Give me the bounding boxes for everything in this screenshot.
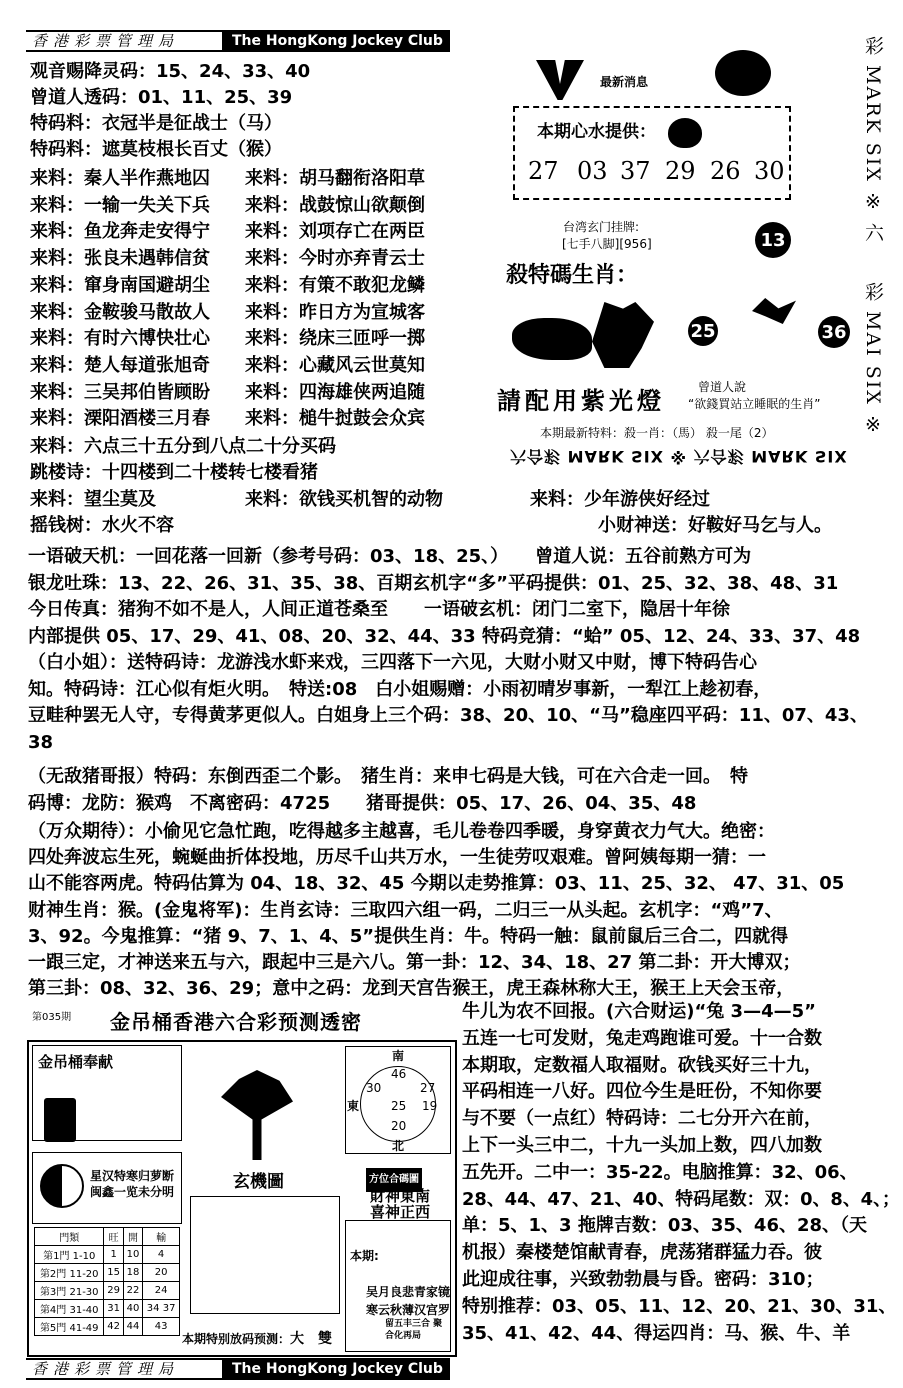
- text-line: 银龙吐珠：13、22、26、31、35、38、百期玄机字“多”平码提供：01、25、32、38、48、31: [28, 572, 839, 594]
- text-line: 码博：龙防：猴鸡 不离密码：4725 猪哥提供：05、17、26、04、35、48: [28, 792, 697, 814]
- laiyao-item: 来料：槌牛挝鼓会众宾: [245, 408, 425, 430]
- text-line: 五连一七可发财，兔走鸡跑谁可爱。十一合数: [462, 1027, 822, 1049]
- v-logo-icon: [536, 60, 584, 100]
- text-line: （白小姐）：送特码诗：龙游浅水虾来戏，三四落下一六见，大财小财又中财，博下特码告心: [28, 652, 757, 673]
- table-cell: 第1門 1-10: [35, 1246, 104, 1264]
- presenter: 金吊桶奉献: [38, 1053, 114, 1071]
- chart-lines-box: [190, 1196, 340, 1314]
- footer-bar: [26, 1358, 450, 1380]
- table-cell: 第3門 21-30: [35, 1282, 104, 1300]
- zeng-quote: “欲錢買站立睡眠的生肖”: [688, 397, 821, 411]
- circle-13: 13: [755, 222, 791, 258]
- text-line: （万众期待）：小偷见它急忙跑，吃得越多主越喜，毛儿卷卷四季暖，身穿黄衣力气大。绝密：: [28, 821, 775, 842]
- text-line: 山不能容两虎。特码估算为 04、18、32、45 今期以走势推算：03、11、25、32、 47、31、05: [28, 873, 845, 895]
- text-line: 财神生肖：猴。(金鬼将军)：生肖玄诗：三取四六组一码，二归三一从头起。玄机字：“鸡”7、: [28, 899, 783, 921]
- table-cell: 31: [104, 1300, 123, 1318]
- table-cell: 18: [123, 1264, 142, 1282]
- table-header-cell: 開: [123, 1228, 142, 1246]
- header-cn: 香港彩票管理局: [26, 30, 222, 52]
- heart-icon: [668, 118, 702, 148]
- laiyao-item: 来料：张良未遇韩信贫: [30, 248, 210, 270]
- table-cell: 10: [123, 1246, 142, 1264]
- table-row: [35, 1300, 180, 1318]
- table-cell: 22: [123, 1282, 142, 1300]
- table-cell: 4: [143, 1246, 180, 1264]
- poem-line: 吴月良悲青家镜: [366, 1285, 451, 1299]
- compass-number: 27: [420, 1081, 436, 1095]
- yinyang-icon: [40, 1164, 84, 1208]
- header-en: The HongKong Jockey Club: [222, 30, 450, 52]
- water-number: 27: [528, 157, 559, 185]
- compass-label: 南: [392, 1049, 405, 1063]
- top-line: 曾道人透码：01、11、25、39: [30, 87, 293, 108]
- text-line: 今日传真：猪狗不如不是人，人间正道苍桑至 一语破玄机：闭门二室下，隐居十年徐: [28, 599, 730, 620]
- taiwan-label: 台湾玄门挂牌:: [563, 220, 640, 234]
- lai-item: 来料：望尘莫及: [30, 489, 156, 510]
- this-issue: 本期:: [350, 1249, 379, 1263]
- laiyao-item: 来料：有策不敢犯龙鳞: [245, 274, 425, 296]
- compass-number: 25: [391, 1099, 407, 1113]
- laiyao-item: 来料：刘项存亡在两臣: [245, 221, 425, 243]
- circle-36: 36: [818, 316, 850, 348]
- laiyao-item: 来料：三吴邦伯皆顾盼: [30, 381, 210, 403]
- text-line: （无敌猪哥报）特码：东倒西歪二个影。 猪生肖：来申七码是大钱，可在六合走一回。 特: [28, 766, 748, 787]
- lai-item: 来料：少年游侠好经过: [530, 489, 710, 510]
- water-number: 30: [754, 157, 785, 185]
- table-cell: 第4門 31-40: [35, 1300, 104, 1318]
- laiyao-item: 来料：胡马翻衔洛阳草: [245, 168, 425, 189]
- lottery-logo-icon: [715, 50, 771, 96]
- footer-en: The HongKong Jockey Club: [222, 1358, 450, 1380]
- text-line: 知。特码诗：江心似有炬火明。 特送:08 白小姐赐赠：小雨初晴岁事新，一犁江上趁初春，: [28, 678, 772, 700]
- table-cell: 20: [143, 1264, 180, 1282]
- circle-25: 25: [688, 316, 718, 346]
- text-line: 特别推荐：03、05、11、12、20、21、30、31、: [462, 1295, 897, 1317]
- lai-item: 来料：欲钱买机智的动物: [245, 489, 443, 510]
- text-line: 牛儿为农不回报。(六合财运)“兔 3—4—5”: [462, 1001, 816, 1022]
- chart-title: 玄機圖: [233, 1172, 284, 1192]
- text-line: 本期取，定数福人取福财。砍钱买好三十九，: [462, 1054, 822, 1076]
- compass-number: 20: [391, 1119, 407, 1133]
- text-line: 五先开。二中一：35-22。电脑推算：32、06、: [462, 1161, 858, 1183]
- table-header: [35, 1228, 180, 1246]
- table-header-cell: 旺: [104, 1228, 123, 1246]
- latest-news: 最新消息: [600, 75, 649, 89]
- zeng-title: 曾道人說: [698, 380, 747, 394]
- ox-icon: [512, 318, 592, 360]
- laiyao-item: 来料：战鼓惊山欲颠倒: [245, 194, 425, 216]
- latest-special: 本期最新特料：殺一肖：（馬） 殺一尾（2）: [540, 426, 774, 440]
- laiyao-item: 来料：今时亦弃青云士: [245, 248, 425, 270]
- issue-label: 第035期: [32, 1012, 72, 1023]
- header-bar: [26, 30, 450, 52]
- laiyao-item: 来料：鱼龙奔走安得宁: [30, 221, 210, 243]
- bottom-note: 本期特别放码预测：: [182, 1332, 291, 1346]
- laiyao-item: 来料：溧阳酒楼三月春: [30, 408, 210, 430]
- yao-item: 摇钱树：水火不容: [30, 515, 174, 536]
- table-cell: 44: [123, 1318, 142, 1336]
- text-line: 35、41、42、44、得运四肖：马、猴、牛、羊: [462, 1322, 851, 1344]
- table-row: [35, 1246, 180, 1264]
- compass-number: 30: [366, 1081, 382, 1095]
- table-cell: 15: [104, 1264, 123, 1282]
- table-header-cell: 輸: [143, 1228, 180, 1246]
- laiyao-item: 来料：四海雄侠两追随: [245, 381, 425, 403]
- laiyao-item: 来料：秦人半作燕地囚: [30, 168, 210, 189]
- table-row: [35, 1318, 180, 1336]
- table-cell: 43: [143, 1318, 180, 1336]
- text-line: 第三卦：08、32、36、29；意中之码：龙到天宫告猴王，虎王森林称大王，猴王上天会玉帝，: [28, 978, 795, 1000]
- table-cell: 1: [104, 1246, 123, 1264]
- taiwan-code: [七手八脚][956]: [562, 237, 652, 251]
- laiyao-item: 来料：昨日方为宣城客: [245, 301, 425, 323]
- laiyao-item: 来料：有时六博快壮心: [30, 328, 210, 350]
- text-line: 机报）秦楼楚馆献青春，虎荡猪群猛力吞。彼: [462, 1242, 822, 1264]
- gate-table: [34, 1227, 180, 1336]
- top-line: 特码料：衣冠半是征战士（马）: [30, 113, 282, 134]
- laiyao-item: 来料：一输一失关下兵: [30, 194, 210, 216]
- direction-1: 財神東南: [370, 1187, 431, 1205]
- text-line: 上下一头三中二，十九一头加上数，四八加数: [462, 1135, 822, 1156]
- text-line: 豆畦种罢无人守，专得黄茅更似人。白姐身上三个码：38、20、10、“马”稳座四平码：11、07、43、: [28, 705, 868, 726]
- laiyao-item: 来料：窜身南国避胡尘: [30, 274, 210, 296]
- top-line: 特码料：遮莫枝根长百丈（猴）: [30, 139, 282, 160]
- compass-label: 北: [392, 1139, 405, 1153]
- direction-2: 喜神正西: [370, 1203, 431, 1221]
- text-line: 28、44、47、21、40、特码尾数：双：0、8、4、；: [462, 1188, 900, 1210]
- direction-title: 方位合碼圖: [366, 1168, 422, 1192]
- water-number: 26: [710, 157, 741, 185]
- mid-line: 来料：六点三十五分到八点二十分买码: [30, 436, 336, 457]
- text-line: 单：5、1、3 拖牌吉数：03、35、46、28、（天: [462, 1215, 868, 1237]
- poem-line: 寒云秋薄汉宫罗: [366, 1303, 451, 1317]
- poem-side: 留五丰三合 聚合化再局: [385, 1319, 443, 1341]
- laiyao-item: 来料：金鞍骏马散故人: [30, 301, 210, 323]
- table-header-cell: 門類: [35, 1228, 104, 1246]
- compass-label: 東: [347, 1099, 360, 1113]
- water-number: 37: [620, 157, 651, 185]
- text-line: 38: [28, 731, 54, 753]
- table-cell: 34 37: [143, 1300, 180, 1318]
- dragon-icon: [752, 298, 796, 324]
- compass-number: 46: [391, 1067, 407, 1081]
- table-cell: 42: [104, 1318, 123, 1336]
- laiyao-item: 来料：绕床三匝呼一掷: [245, 328, 425, 350]
- table-cell: 29: [104, 1282, 123, 1300]
- text-line: 3、92。今鬼推算：“猪 9、7、1、4、5”提供生肖：牛。特码一触：鼠前鼠后三合二，四就得: [28, 925, 789, 947]
- top-line: 观音赐降灵码：15、24、33、40: [30, 61, 311, 82]
- water-number: 03: [577, 157, 608, 185]
- water-label: 本期心水提供：: [537, 122, 656, 142]
- footer-cn: 香港彩票管理局: [26, 1358, 222, 1380]
- text-line: 一跟三定，才神送来五与六，跟起中三是六八。第一卦：12、34、18、27 第二卦：开大博双；: [28, 952, 801, 973]
- vertical-mark-1: 彩 MARK SIX ※ 六: [862, 36, 884, 244]
- water-number: 29: [665, 157, 696, 185]
- vertical-mark-2: 彩 MAI SIX ※: [862, 282, 884, 438]
- bottom-note-value: 大 雙: [290, 1331, 332, 1347]
- table-cell: 24: [143, 1282, 180, 1300]
- text-line: 平码相连一八好。四位今生是旺份，不知你要: [462, 1081, 822, 1103]
- table-cell: 40: [123, 1300, 142, 1318]
- lamp-text: 請配用紫光燈: [497, 386, 665, 415]
- bottom-title: 金吊桶香港六合彩预测透密: [110, 1010, 362, 1034]
- text-line: 一语破天机：一回花落一回新（参考号码：03、18、25、） 曾道人说：五谷前熟方可为: [28, 546, 752, 567]
- text-line: 四处奔波忘生死，蜿蜒曲折体投地，历尽千山共万水，一生徒劳叹艰难。曾阿姨每期一猜：一: [28, 847, 766, 869]
- laiyao-item: 来料：楚人每道张旭奇: [30, 354, 210, 376]
- kill-title: 殺特碼生肖：: [506, 262, 639, 288]
- table-row: [35, 1264, 180, 1282]
- compass-number: 19: [422, 1099, 438, 1113]
- mark-row: 六合彩 MARK SIX ※ 六合彩 MARK SIX: [510, 447, 848, 466]
- yao-item: 小财神送：好鞍好马乞与人。: [598, 515, 832, 536]
- table-cell: 第5門 41-49: [35, 1318, 104, 1336]
- text-line: 内部提供 05、17、29、41、08、20、32、44、33 特码竞猜：“蛤” 05、12、24、33、37、48: [28, 625, 861, 647]
- mid-line: 跳楼诗：十四楼到二十楼转七楼看猪: [30, 462, 318, 483]
- bagua-text: 星汉特寒归萝断 闽鑫一览未分明: [90, 1169, 187, 1199]
- table-cell: 第2門 11-20: [35, 1264, 104, 1282]
- rooster-icon: [592, 302, 654, 368]
- text-line: 此迎成往事，兴致勃勃晨与昏。密码：310；: [462, 1269, 824, 1290]
- bucket-icon: [44, 1098, 76, 1142]
- table-row: [35, 1282, 180, 1300]
- laiyao-item: 来料：心藏风云世莫知: [245, 354, 425, 376]
- text-line: 与不要（一点红）特码诗：二七分开六在前，: [462, 1108, 822, 1130]
